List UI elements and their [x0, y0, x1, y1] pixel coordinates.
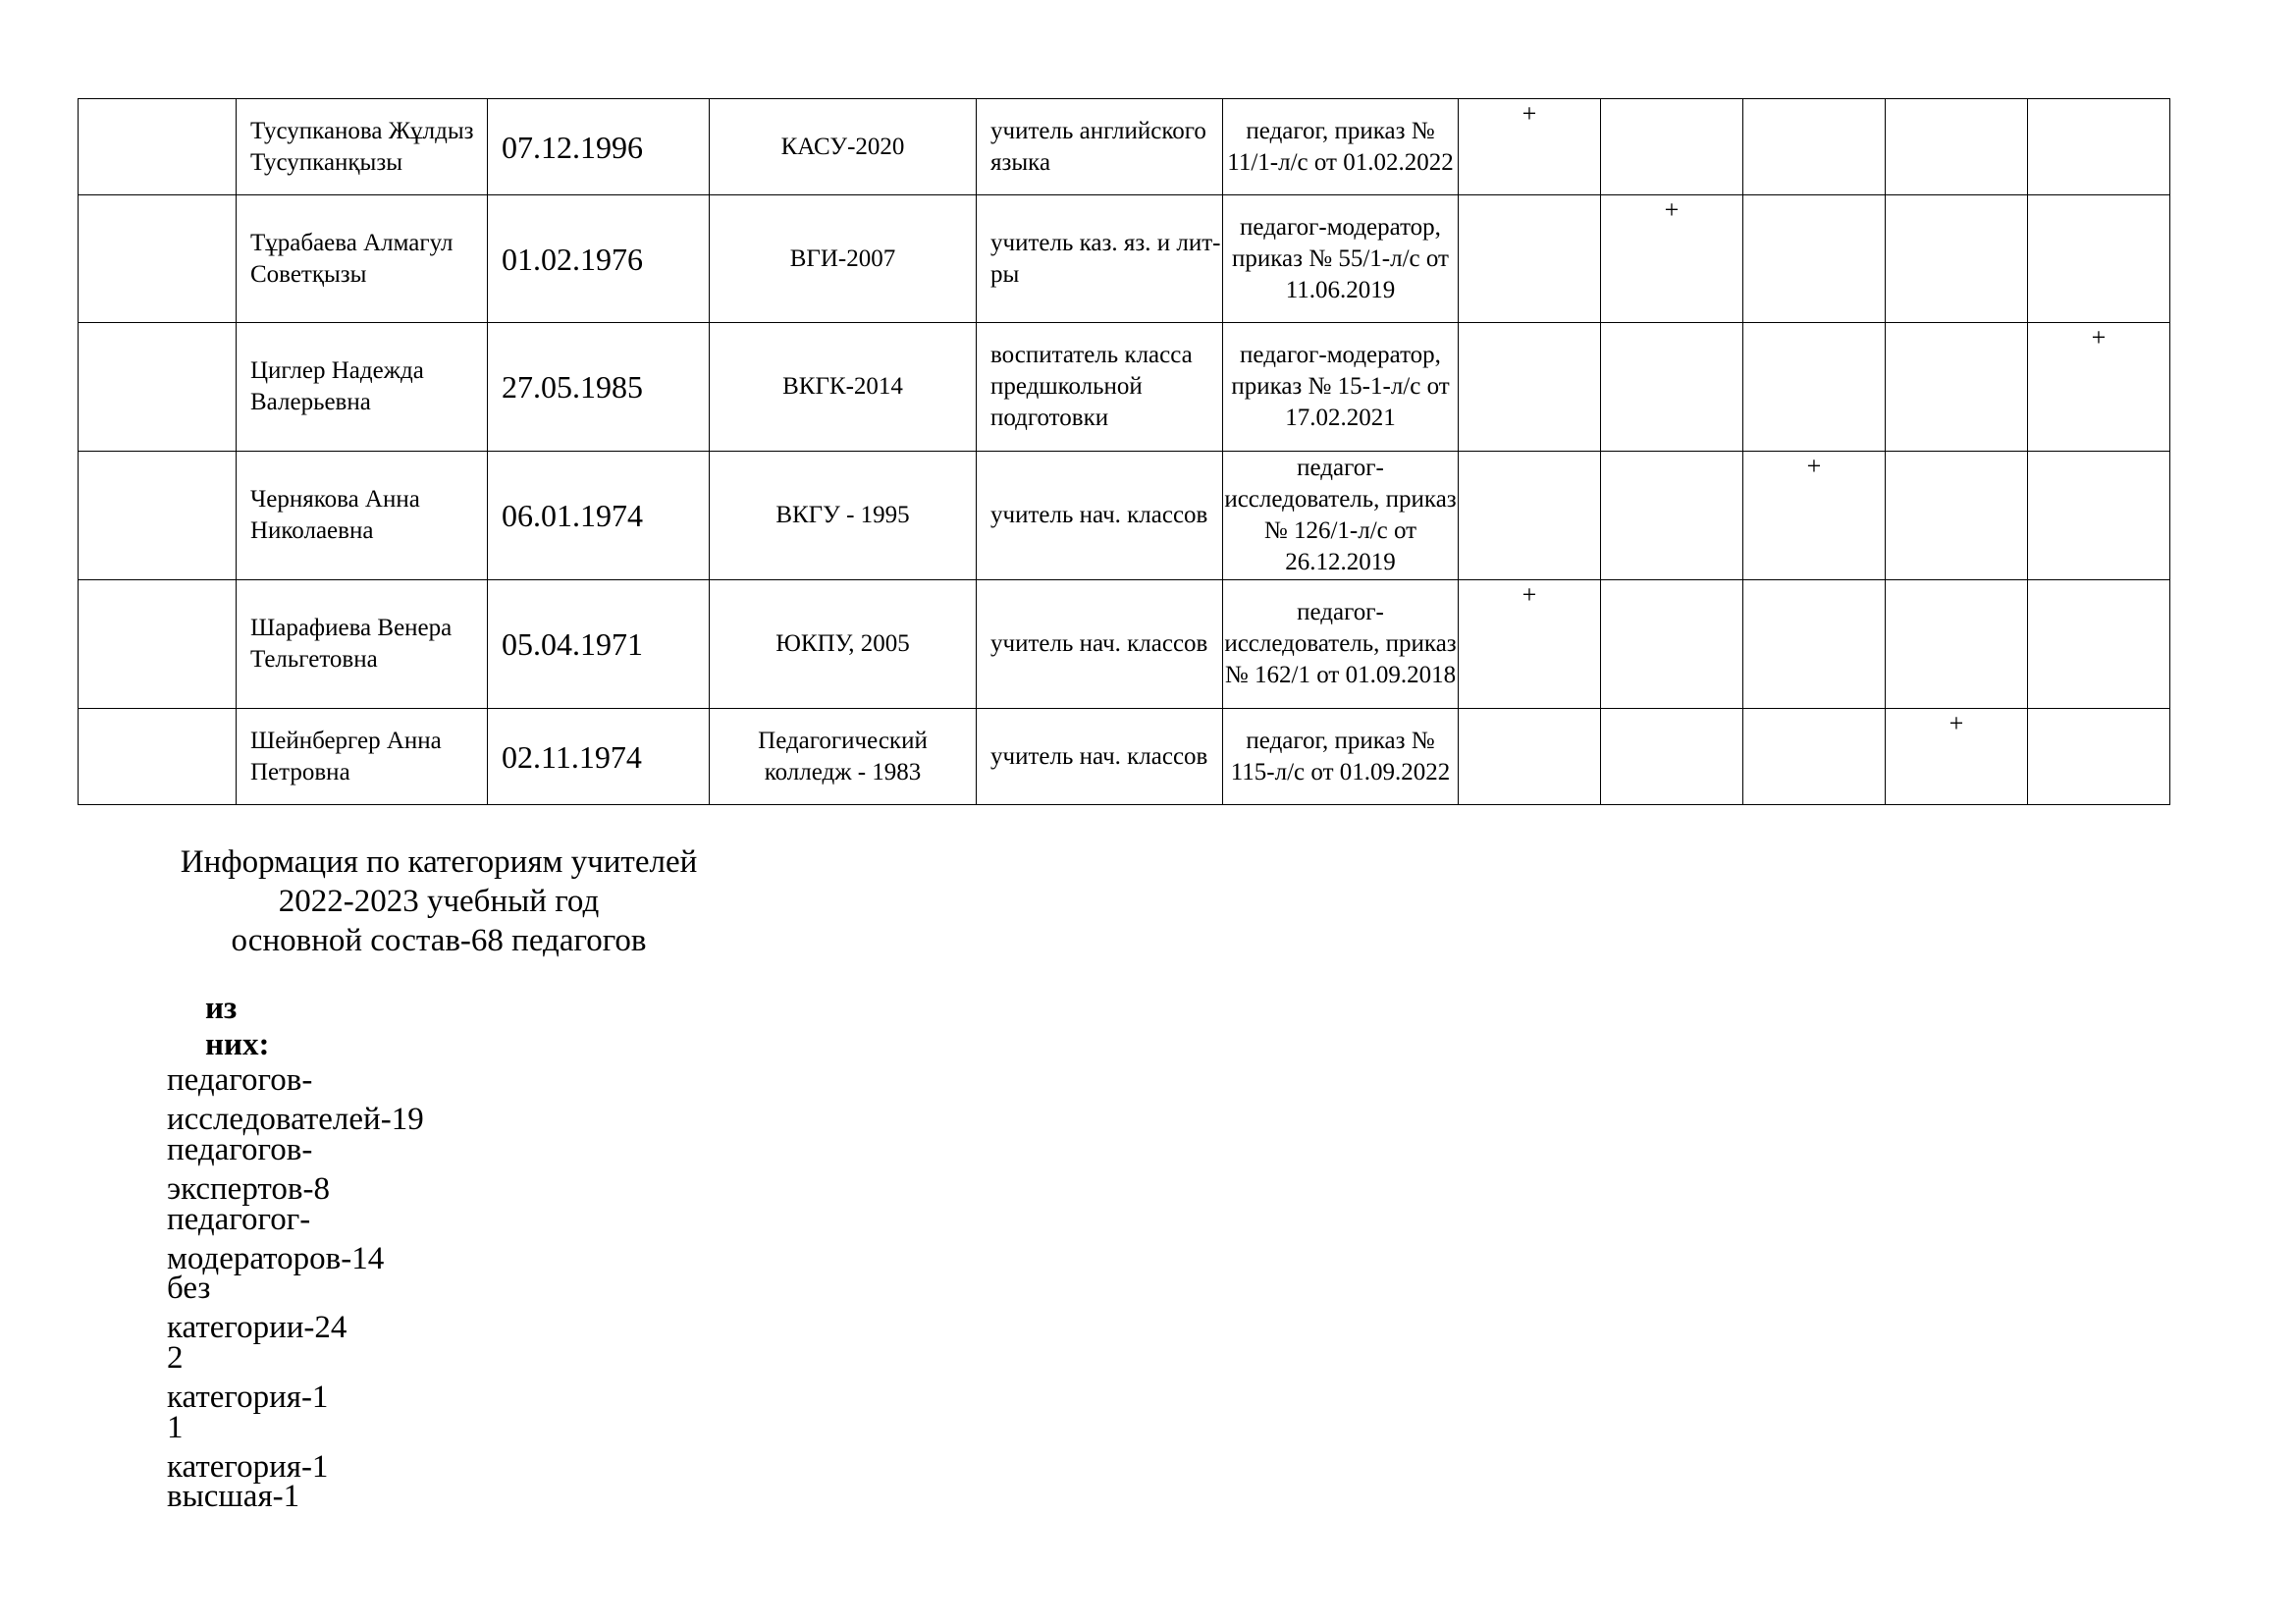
row-number-cell: [79, 323, 237, 452]
summary-title: Информация по категориям учителей: [180, 844, 698, 880]
row-number-cell: [79, 709, 237, 805]
summary-subheading: из них:: [205, 991, 270, 1062]
stat-line: педагогов-исследователей-19: [167, 1062, 424, 1137]
education: Педагогический колледж - 1983: [710, 709, 977, 805]
mark-cell: [1743, 99, 1886, 195]
category-order: педагог-исследователь, приказ № 162/1 от 01.09.2018: [1223, 580, 1459, 709]
mark-cell: [2028, 709, 2170, 805]
teacher-name: Тусупканова Жұлдыз Тусупканқызы: [237, 99, 488, 195]
row-number-cell: [79, 195, 237, 323]
birth-date: 01.02.1976: [488, 195, 710, 323]
position: учитель каз. яз. и лит-ры: [977, 195, 1223, 323]
mark-cell: [1886, 709, 2028, 805]
teacher-name: Шарафиева Венера Тельгетовна: [237, 580, 488, 709]
education: ЮКПУ, 2005: [710, 580, 977, 709]
table-row: [79, 580, 2170, 709]
category-order: педагог, приказ № 11/1-л/с от 01.02.2022: [1223, 99, 1459, 195]
plus-mark: +: [1664, 195, 1680, 224]
mark-cell: [1601, 195, 1743, 323]
mark-cell: [1886, 99, 2028, 195]
education: КАСУ-2020: [710, 99, 977, 195]
summary-year: 2022-2023 учебный год: [278, 884, 600, 919]
birth-date: 05.04.1971: [488, 580, 710, 709]
plus-mark: +: [1522, 580, 1537, 609]
mark-cell: [2028, 195, 2170, 323]
plus-mark: +: [1806, 452, 1822, 480]
mark-cell: [1459, 580, 1601, 709]
mark-cell: [1601, 580, 1743, 709]
mark-cell: [2028, 323, 2170, 452]
mark-cell: [1743, 323, 1886, 452]
education: ВКГУ - 1995: [710, 452, 977, 580]
mark-cell: [1743, 709, 1886, 805]
table-row: [79, 323, 2170, 452]
mark-cell: [2028, 580, 2170, 709]
birth-date: 02.11.1974: [488, 709, 710, 805]
stat-line: педагогов-экспертов-8: [167, 1132, 330, 1207]
plus-mark: +: [1949, 709, 1964, 737]
category-order: педагог, приказ № 115-л/с от 01.09.2022: [1223, 709, 1459, 805]
mark-cell: [1459, 452, 1601, 580]
plus-mark: +: [2091, 323, 2107, 352]
teacher-name: Чернякова Анна Николаевна: [237, 452, 488, 580]
row-number-cell: [79, 452, 237, 580]
mark-cell: [1459, 323, 1601, 452]
education: ВГИ-2007: [710, 195, 977, 323]
stat-line: педагогог-модераторов-14: [167, 1202, 385, 1276]
stat-line: 2 категория-1: [167, 1340, 329, 1415]
mark-cell: [1459, 195, 1601, 323]
table-row: [79, 99, 2170, 195]
position: учитель английского языка: [977, 99, 1223, 195]
mark-cell: [1601, 323, 1743, 452]
birth-date: 27.05.1985: [488, 323, 710, 452]
position: воспитатель класса предшкольной подготовки: [977, 323, 1223, 452]
row-number-cell: [79, 580, 237, 709]
stat-line: 1 категория-1: [167, 1410, 329, 1485]
mark-cell: [1601, 99, 1743, 195]
teachers-table: [78, 98, 2170, 805]
mark-cell: [1601, 452, 1743, 580]
birth-date: 06.01.1974: [488, 452, 710, 580]
position: учитель нач. классов: [977, 452, 1223, 580]
mark-cell: [1743, 580, 1886, 709]
mark-cell: [1601, 709, 1743, 805]
mark-cell: [1886, 580, 2028, 709]
plus-mark: +: [1522, 99, 1537, 128]
table-row: [79, 709, 2170, 805]
category-order: педагог-модератор, приказ № 55/1-л/с от 11.06.2019: [1223, 195, 1459, 323]
mark-cell: [1886, 452, 2028, 580]
mark-cell: [1886, 323, 2028, 452]
teacher-name: Циглер Надежда Валерьевна: [237, 323, 488, 452]
mark-cell: [1886, 195, 2028, 323]
mark-cell: [1743, 195, 1886, 323]
mark-cell: [2028, 452, 2170, 580]
mark-cell: [1743, 452, 1886, 580]
mark-cell: [2028, 99, 2170, 195]
summary-staff-count: основной состав-68 педагогов: [231, 923, 647, 958]
category-order: педагог-модератор, приказ № 15-1-л/с от 17.02.2021: [1223, 323, 1459, 452]
teacher-name: Тұрабаева Алмагул Советқызы: [237, 195, 488, 323]
education: ВКГК-2014: [710, 323, 977, 452]
category-order: педагог-исследователь, приказ № 126/1-л/с от 26.12.2019: [1223, 452, 1459, 580]
position: учитель нач. классов: [977, 709, 1223, 805]
table-row: [79, 195, 2170, 323]
mark-cell: [1459, 709, 1601, 805]
mark-cell: [1459, 99, 1601, 195]
teacher-name: Шейнбергер Анна Петровна: [237, 709, 488, 805]
row-number-cell: [79, 99, 237, 195]
position: учитель нач. классов: [977, 580, 1223, 709]
birth-date: 07.12.1996: [488, 99, 710, 195]
stat-line: без категории-24: [167, 1271, 347, 1345]
table-row: [79, 452, 2170, 580]
stat-line: высшая-1: [167, 1479, 300, 1514]
